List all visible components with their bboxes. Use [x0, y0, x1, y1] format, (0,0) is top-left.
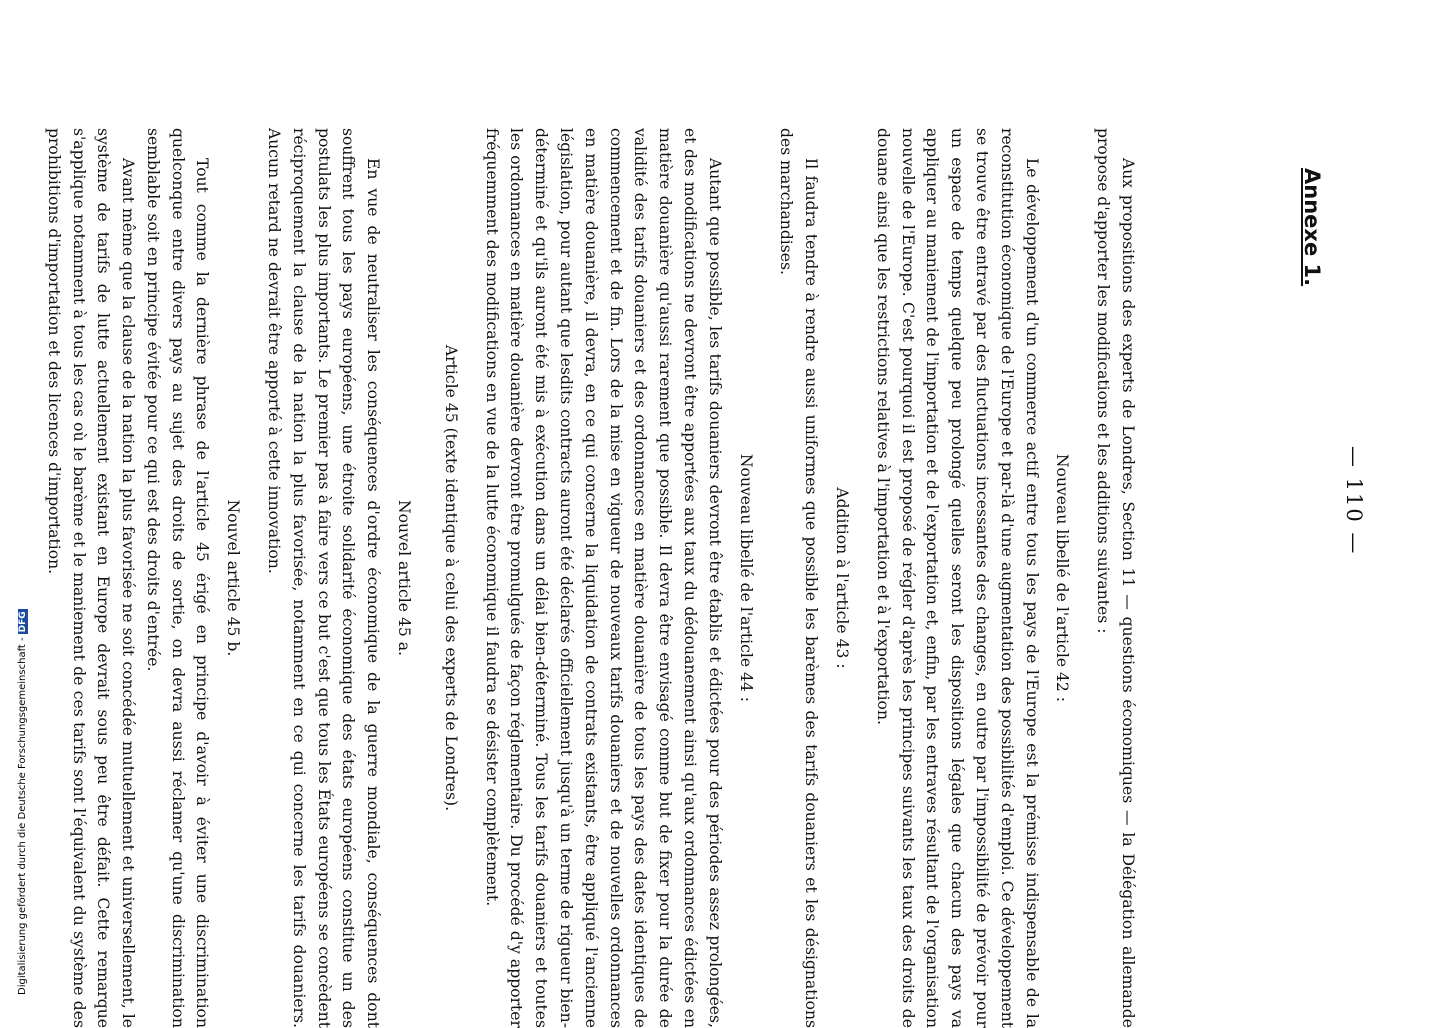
- heading-article-42: Nouveau libellé de l'article 42 :: [1053, 453, 1072, 703]
- footer-text: Digitalisierung gefördert durch die Deutsche Forschungsgemeinschaft -: [17, 637, 28, 995]
- intro-paragraph: Aux propositions des experts de Londres, Section 11 — questions économiques — la Délégation allemande propose d'apporter les modifications et les additions suivantes :: [1094, 128, 1137, 1028]
- heading-article-44: Nouveau libellé de l'article 44 :: [736, 453, 755, 703]
- paragraph-article-44: Autant que possible, les tarifs douaniers devront être établis et édictées pour des périodes assez prolongées, et des modifications ne devront être apportées aux taux du dédouanement ainsi qu'aux ordonnances édictées en matière douanière qu'aussi rarement que possible. Il devra être envisagé comme but de fixer pour la durée de validité des tarifs douaniers et des ordonnances en matière douanière de tous les pays des dates identiques de commencement et de fin. Lors de la mise en vigueur de nouveaux tarifs douaniers et de nouvelles ordonnances en matière douanière, il devra, en ce qui concerne la liquidation de contrats existants, être appliqué l'ancienne législation, pour autant que lesdits contracts auront été déclarés officiellement jusqu'à un terme de rigueur bien-déterminé et qu'ils auront été mis à exécution dans un délai bien-déterminé. Tous les tarifs douaniers et toutes les ordonnances en matière douanière devront être promulgués de façon réglementaire. Du procédé d'y apporter fréquemment des modifications en vue de la lutte économique il faudra se désister complètement.: [482, 128, 724, 1028]
- paragraph-article-45a: En vue de neutraliser les conséquences d'ordre économique de la guerre mondiale, conséquences dont souffrent tous les pays européens, une étroite solidarité économique des états européens constitue un des postulats les plus importants. Le premier pas à faire vers ce but c'est que tous les États européens se concèdent réciproquement la clause de la nation la plus favorisée, notamment en ce qui concerne les tarifs douaniers. Aucun retard ne devrait être apporté à cette innovation.: [265, 128, 383, 1028]
- dfg-logo: DFG: [18, 611, 28, 633]
- page-header: [1140, 128, 1366, 1028]
- paragraph-article-42: Le développement d'un commerce actif entre tous les pays de l'Europe est la prémisse indispensable de la reconstitution économique de l'Europe et par-là d'une augmentation des possibilités d'emploi. Ce développement se trouve être entravé par des fluctuations incessantes des changes, en outre par l'impossibilité de prévoir pour un espace de temps quelque peu prolongé quelles seront les dispositions légales que chacun des pays va appliquer au maniement de l'importation et de l'exportation et, enfin, par les entraves résultant de l'organisation nouvelle de l'Europe. C'est pourquoi il est proposé de régler d'après les principes suivants les taux des droits de douane ainsi que les restrictions relatives à l'importation et à l'exportation.: [873, 128, 1041, 1028]
- annexe-title: Annexe 1.: [1300, 168, 1324, 287]
- rotated-page: [41, 128, 1366, 1028]
- paragraph-article-45b: Tout comme la dernière phrase de l'article 45 érigé en principe d'avoir à éviter une discrimination quelconque entre divers pays au sujet des droits de sortie, on devra aussi réclamer qu'une discrimination semblable soit en principe évitée pour ce qui est des droits d'entrée.: [143, 128, 212, 1028]
- heading-article-45b: Nouvel article 45 b.: [224, 499, 243, 657]
- page-number: — 110 —: [1342, 446, 1366, 556]
- digitization-footer: [17, 609, 28, 995]
- paragraph-article-43: Il faudra tendre à rendre aussi uniformes que possible les barèmes des tarifs douaniers et les désignations des marchandises.: [777, 128, 821, 1028]
- heading-article-43: Addition à l'article 43 :: [833, 487, 852, 669]
- paragraph-article-45b-2: Avant même que la clause de la nation la plus favorisée ne soit concédée mutuellement et universellement, le système de tarifs de lutte actuellement existant en Europe devrait sous peu être défait. Cette remarque s'applique notamment à tous les cas où le barème et le maniement de ces tarifs sont l'équivalent du système des prohibitions d'importation et des licences d'importation.: [44, 128, 138, 1028]
- heading-article-45: Article 45 (texte identique à celui des experts de Londres).: [441, 344, 460, 812]
- heading-article-45a: Nouvel article 45 a.: [395, 499, 414, 657]
